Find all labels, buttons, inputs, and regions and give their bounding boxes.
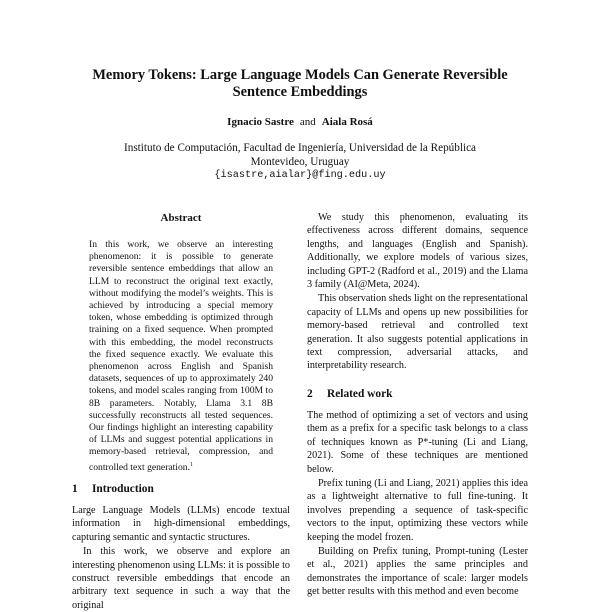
author-name: Aiala Rosá [321, 116, 373, 128]
section-number: 1 [72, 483, 78, 495]
section-title: Introduction [92, 483, 154, 495]
abstract-heading: Abstract [160, 212, 202, 224]
title-line-2: Sentence Embeddings [232, 84, 368, 100]
right-column [307, 211, 528, 599]
affiliation-location: Montevideo, Uruguay [250, 155, 350, 168]
paragraph: This observation sheds light on the representational capacity of LLMs and opens up new possibilities for memory-based retrieval and controlled text generation. It also suggests potential applications in text compression, adversarial attacks, and interpretability research. [307, 293, 528, 372]
paragraph: The method of optimizing a set of vectors and using them as a prefix for a specific task belongs to a class of techniques known as P*-tuning (Li and Liang, 2021). Some of these techniques are mentioned below. [307, 409, 528, 475]
left-column [72, 482, 290, 612]
affiliation-institute: Instituto de Computación, Facultad de Ingeniería, Universidad de la República [124, 142, 476, 154]
affiliation [60, 142, 540, 183]
paragraph: In this work, we observe and explore an interesting phenomenon using LLMs: it is possible to construct reversible embeddings that encode an arbitrary text sequence in such a way that the original [72, 546, 290, 611]
paper-title [60, 67, 540, 101]
section-heading-introduction [72, 482, 290, 496]
section-title: Related work [327, 387, 393, 400]
author-email: {isastre,aialar}@fing.edu.uy [214, 170, 386, 181]
section-gap [307, 373, 528, 387]
section-heading-related-work [307, 387, 528, 401]
author-separator: and [299, 116, 316, 128]
paragraph: Building on Prefix tuning, Prompt-tuning (Lester et al., 2021) applies the same principles and demonstrates the importance of scale: larger models get better results with this method and even become [307, 545, 528, 598]
title-line-1: Memory Tokens: Large Language Models Can Generate Reversible [92, 67, 508, 83]
section-number: 2 [307, 387, 313, 400]
author-name: Ignacio Sastre [227, 116, 294, 128]
abstract-text: In this work, we observe an interesting phenomenon: it is possible to generate reversible sentence embeddings that allow an LLM to reconstruct the original text exactly, without modifying the model’s weights. This is achieved by introducing a special memory token, whose embedding is optimized through training on a fixed sequence. When prompted with this embedding, the model reconstructs the fixed sequence exactly. We evaluate this phenomenon across English and Spanish datasets, sequences of up to approximately 240 tokens, and model scales ranging from 100M to 8B parameters. Notably, Llama 3.1 8B successfully reconstructs all tested sequences. Our findings highlight an interesting capability of LLMs and suggest potential applications in memory-based retrieval, compression, and controlled text generation. [89, 239, 273, 473]
author-list [60, 116, 540, 129]
paragraph: Prefix tuning (Li and Liang, 2021) applies this idea as a lightweight alternative to full fine-tuning. It involves prepending a sequence of task-specific vectors to the input, optimizing these vectors while keeping the model frozen. [307, 477, 528, 543]
abstract-body [89, 239, 273, 474]
paragraph: We study this phenomenon, evaluating its effectiveness across different domains, sequence lengths, and languages (English and Spanish). Additionally, we explore models of various sizes, including GPT-2 (Radford et al., 2019) and the Llama 3 family (AI@Meta, 2024). [307, 212, 528, 291]
paragraph: Large Language Models (LLMs) encode textual information in high-dimensional embeddings, capturing semantic and syntactic structures. [72, 505, 290, 543]
footnote-marker: 1 [189, 461, 193, 468]
